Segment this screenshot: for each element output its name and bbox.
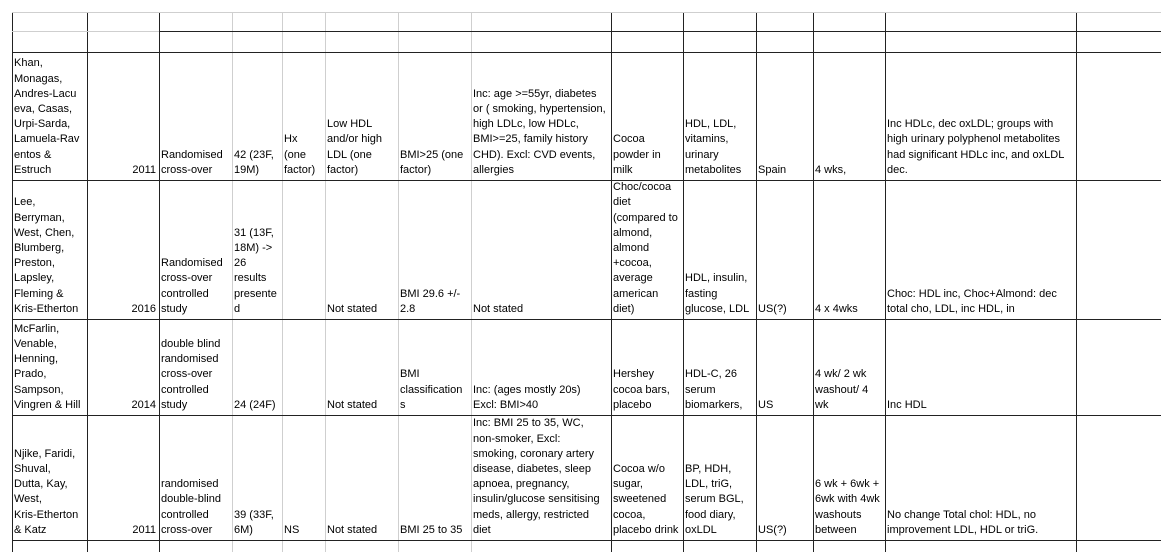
cell-control-for[interactable]	[471, 415, 610, 538]
cell-text: HDL-C, 26 serum biomarkers,	[685, 368, 743, 411]
cell-authors[interactable]	[12, 180, 86, 317]
cell-results[interactable]	[885, 52, 1075, 178]
cell-text: 39 (33F, 6M)	[234, 508, 274, 536]
cell-cvd[interactable]	[282, 415, 324, 538]
cell-n[interactable]	[232, 319, 281, 413]
cell-text: 31 (13F, 18M) -> 26 results presente d	[234, 226, 277, 315]
cell-location[interactable]	[756, 52, 812, 178]
cell-text: Cocoa w/o sugar, sweetened cocoa, placebo drink	[613, 462, 679, 536]
cell-text: Inc HDL	[887, 398, 927, 411]
cell-outcome[interactable]	[683, 180, 755, 317]
cell-location[interactable]	[756, 319, 812, 413]
cell-obesity[interactable]	[398, 415, 470, 538]
cell-cvd[interactable]	[282, 319, 324, 413]
cell-duration[interactable]	[813, 52, 884, 178]
cell-text: 2016	[131, 302, 156, 315]
cell-text: 4 x 4wks	[815, 302, 858, 315]
cell-text: 4 wk/ 2 wk washout/ 4 wk	[815, 368, 869, 411]
cell-text: Hershey cocoa bars, placebo	[613, 368, 670, 411]
cell-authors[interactable]	[12, 319, 86, 413]
cell-text: US	[758, 398, 774, 411]
cell-text: BMI classification s	[400, 368, 463, 411]
cell-outcome[interactable]	[683, 415, 755, 538]
cell-outcome[interactable]	[683, 52, 755, 178]
cell-control-for[interactable]	[471, 319, 610, 413]
cell-cholesterol[interactable]	[325, 319, 397, 413]
grid-line-horizontal	[12, 12, 1161, 13]
cell-cholesterol[interactable]	[325, 415, 397, 538]
cell-text: 2011	[132, 523, 156, 536]
cell-cholesterol[interactable]	[325, 180, 397, 317]
cell-text: Khan, Monagas, Andres-Lacu eva, Casas, Urpi-Sarda, Lamuela-Rav entos & Estruch	[14, 57, 80, 176]
cell-text: Choc/cocoa diet (compared to almond, almond +cocoa, average american diet)	[613, 181, 678, 315]
grid-line-horizontal	[159, 31, 1161, 32]
cell-text: Not stated	[327, 302, 378, 315]
cell-text: 2014	[131, 398, 156, 411]
cell-intervention[interactable]	[611, 180, 682, 317]
cell-date[interactable]	[87, 319, 158, 413]
cell-text: Hx (one factor)	[284, 133, 316, 176]
cell-duration[interactable]	[813, 415, 884, 538]
cell-text: double blind randomised cross-over controlled study	[161, 337, 221, 411]
cell-cholesterol[interactable]	[325, 52, 397, 178]
cell-text: BMI 25 to 35	[400, 523, 463, 536]
cell-text: McFarlin, Venable, Henning, Prado, Sampson, Vingren & Hill	[14, 322, 81, 411]
cell-date[interactable]	[87, 415, 158, 538]
cell-text: HDL, insulin, fasting glucose, LDL	[685, 272, 750, 315]
cell-authors[interactable]	[12, 52, 86, 178]
cell-n[interactable]	[232, 180, 281, 317]
grid-line-vertical	[1076, 12, 1077, 552]
cell-text: 24 (24F)	[234, 398, 276, 411]
cell-intervention[interactable]	[611, 319, 682, 413]
cell-text: Inc HDLc, dec oxLDL; groups with high urinary polyphenol metabolites had significant HDLc inc, and oxLDL dec.	[887, 118, 1065, 176]
cell-cvd[interactable]	[282, 180, 324, 317]
cell-study-type[interactable]	[159, 180, 231, 317]
cell-intervention[interactable]	[611, 52, 682, 178]
cell-text: Inc: age >=55yr, diabetes or ( smoking, hypertension, high LDLc, low HDLc, BMI>=25, family history CHD). Excl: CVD events, allergies	[473, 87, 606, 176]
grid-line-horizontal	[12, 31, 159, 32]
cell-text: randomised double-blind controlled cross-over	[161, 478, 221, 536]
cell-text: Low HDL and/or high LDL (one factor)	[327, 118, 383, 176]
cell-text: 6 wk + 6wk + 6wk with 4wk washouts between	[815, 478, 880, 536]
cell-n[interactable]	[232, 415, 281, 538]
cell-text: No change Total chol: HDL, no improvement LDL, HDL or triG.	[887, 508, 1039, 536]
cell-text: Choc: HDL inc, Choc+Almond: dec total cho, LDL, inc HDL, in	[887, 287, 1057, 315]
cell-obesity[interactable]	[398, 180, 470, 317]
cell-text: US(?)	[758, 523, 787, 536]
cell-text: Randomised cross-over	[161, 148, 223, 176]
cell-text: BMI 29.6 +/- 2.8	[400, 287, 461, 315]
cell-text: Randomised cross-over controlled study	[161, 257, 223, 315]
cell-results[interactable]	[885, 319, 1075, 413]
cell-outcome[interactable]	[683, 319, 755, 413]
cell-text: Not stated	[473, 302, 524, 315]
cell-text: Spain	[758, 163, 787, 176]
grid-line-horizontal	[12, 540, 1161, 541]
cell-text: Inc: BMI 25 to 35, WC, non-smoker, Excl: smoking, coronary artery disease, diabetes, sleep apnoea, pregnancy, insulin/glucose sensitising meds, allergy, restricted diet	[473, 417, 600, 536]
cell-duration[interactable]	[813, 319, 884, 413]
cell-text: BP, HDH, LDL, triG, serum BGL, food diary, oxLDL	[685, 462, 744, 536]
cell-study-type[interactable]	[159, 415, 231, 538]
cell-date[interactable]	[87, 180, 158, 317]
cell-obesity[interactable]	[398, 52, 470, 178]
cell-text: HDL, LDL, vitamins, urinary metabolites	[685, 118, 742, 176]
cell-study-type[interactable]	[159, 319, 231, 413]
cell-text: Inc: (ages mostly 20s) Excl: BMI>40	[473, 383, 581, 411]
cell-cvd[interactable]	[282, 52, 324, 178]
cell-text: Cocoa powder in milk	[613, 133, 661, 176]
cell-text: Njike, Faridi, Shuval, Dutta, Kay, West, Kris-Etherton & Katz	[14, 447, 79, 536]
cell-n[interactable]	[232, 52, 281, 178]
cell-text: BMI>25 (one factor)	[400, 148, 464, 176]
cell-intervention[interactable]	[611, 415, 682, 538]
cell-location[interactable]	[756, 180, 812, 317]
cell-text: Lee, Berryman, West, Chen, Blumberg, Preston, Lapsley, Fleming & Kris-Etherton	[14, 196, 79, 315]
cell-obesity[interactable]	[398, 319, 470, 413]
cell-study-type[interactable]	[159, 52, 231, 178]
cell-location[interactable]	[756, 415, 812, 538]
cell-text: 2011	[132, 163, 156, 176]
cell-results[interactable]	[885, 415, 1075, 538]
cell-text: 4 wks,	[815, 163, 847, 176]
cell-control-for[interactable]	[471, 180, 610, 317]
cell-text: Not stated	[327, 523, 378, 536]
cell-control-for[interactable]	[471, 52, 610, 178]
cell-results[interactable]	[885, 180, 1075, 317]
cell-text: 42 (23F, 19M)	[234, 148, 274, 176]
cell-text: Not stated	[327, 398, 378, 411]
cell-authors[interactable]	[12, 415, 86, 538]
cell-text: NS	[284, 523, 300, 536]
cell-text: US(?)	[758, 302, 787, 315]
cell-date[interactable]	[87, 52, 158, 178]
cell-duration[interactable]	[813, 180, 884, 317]
